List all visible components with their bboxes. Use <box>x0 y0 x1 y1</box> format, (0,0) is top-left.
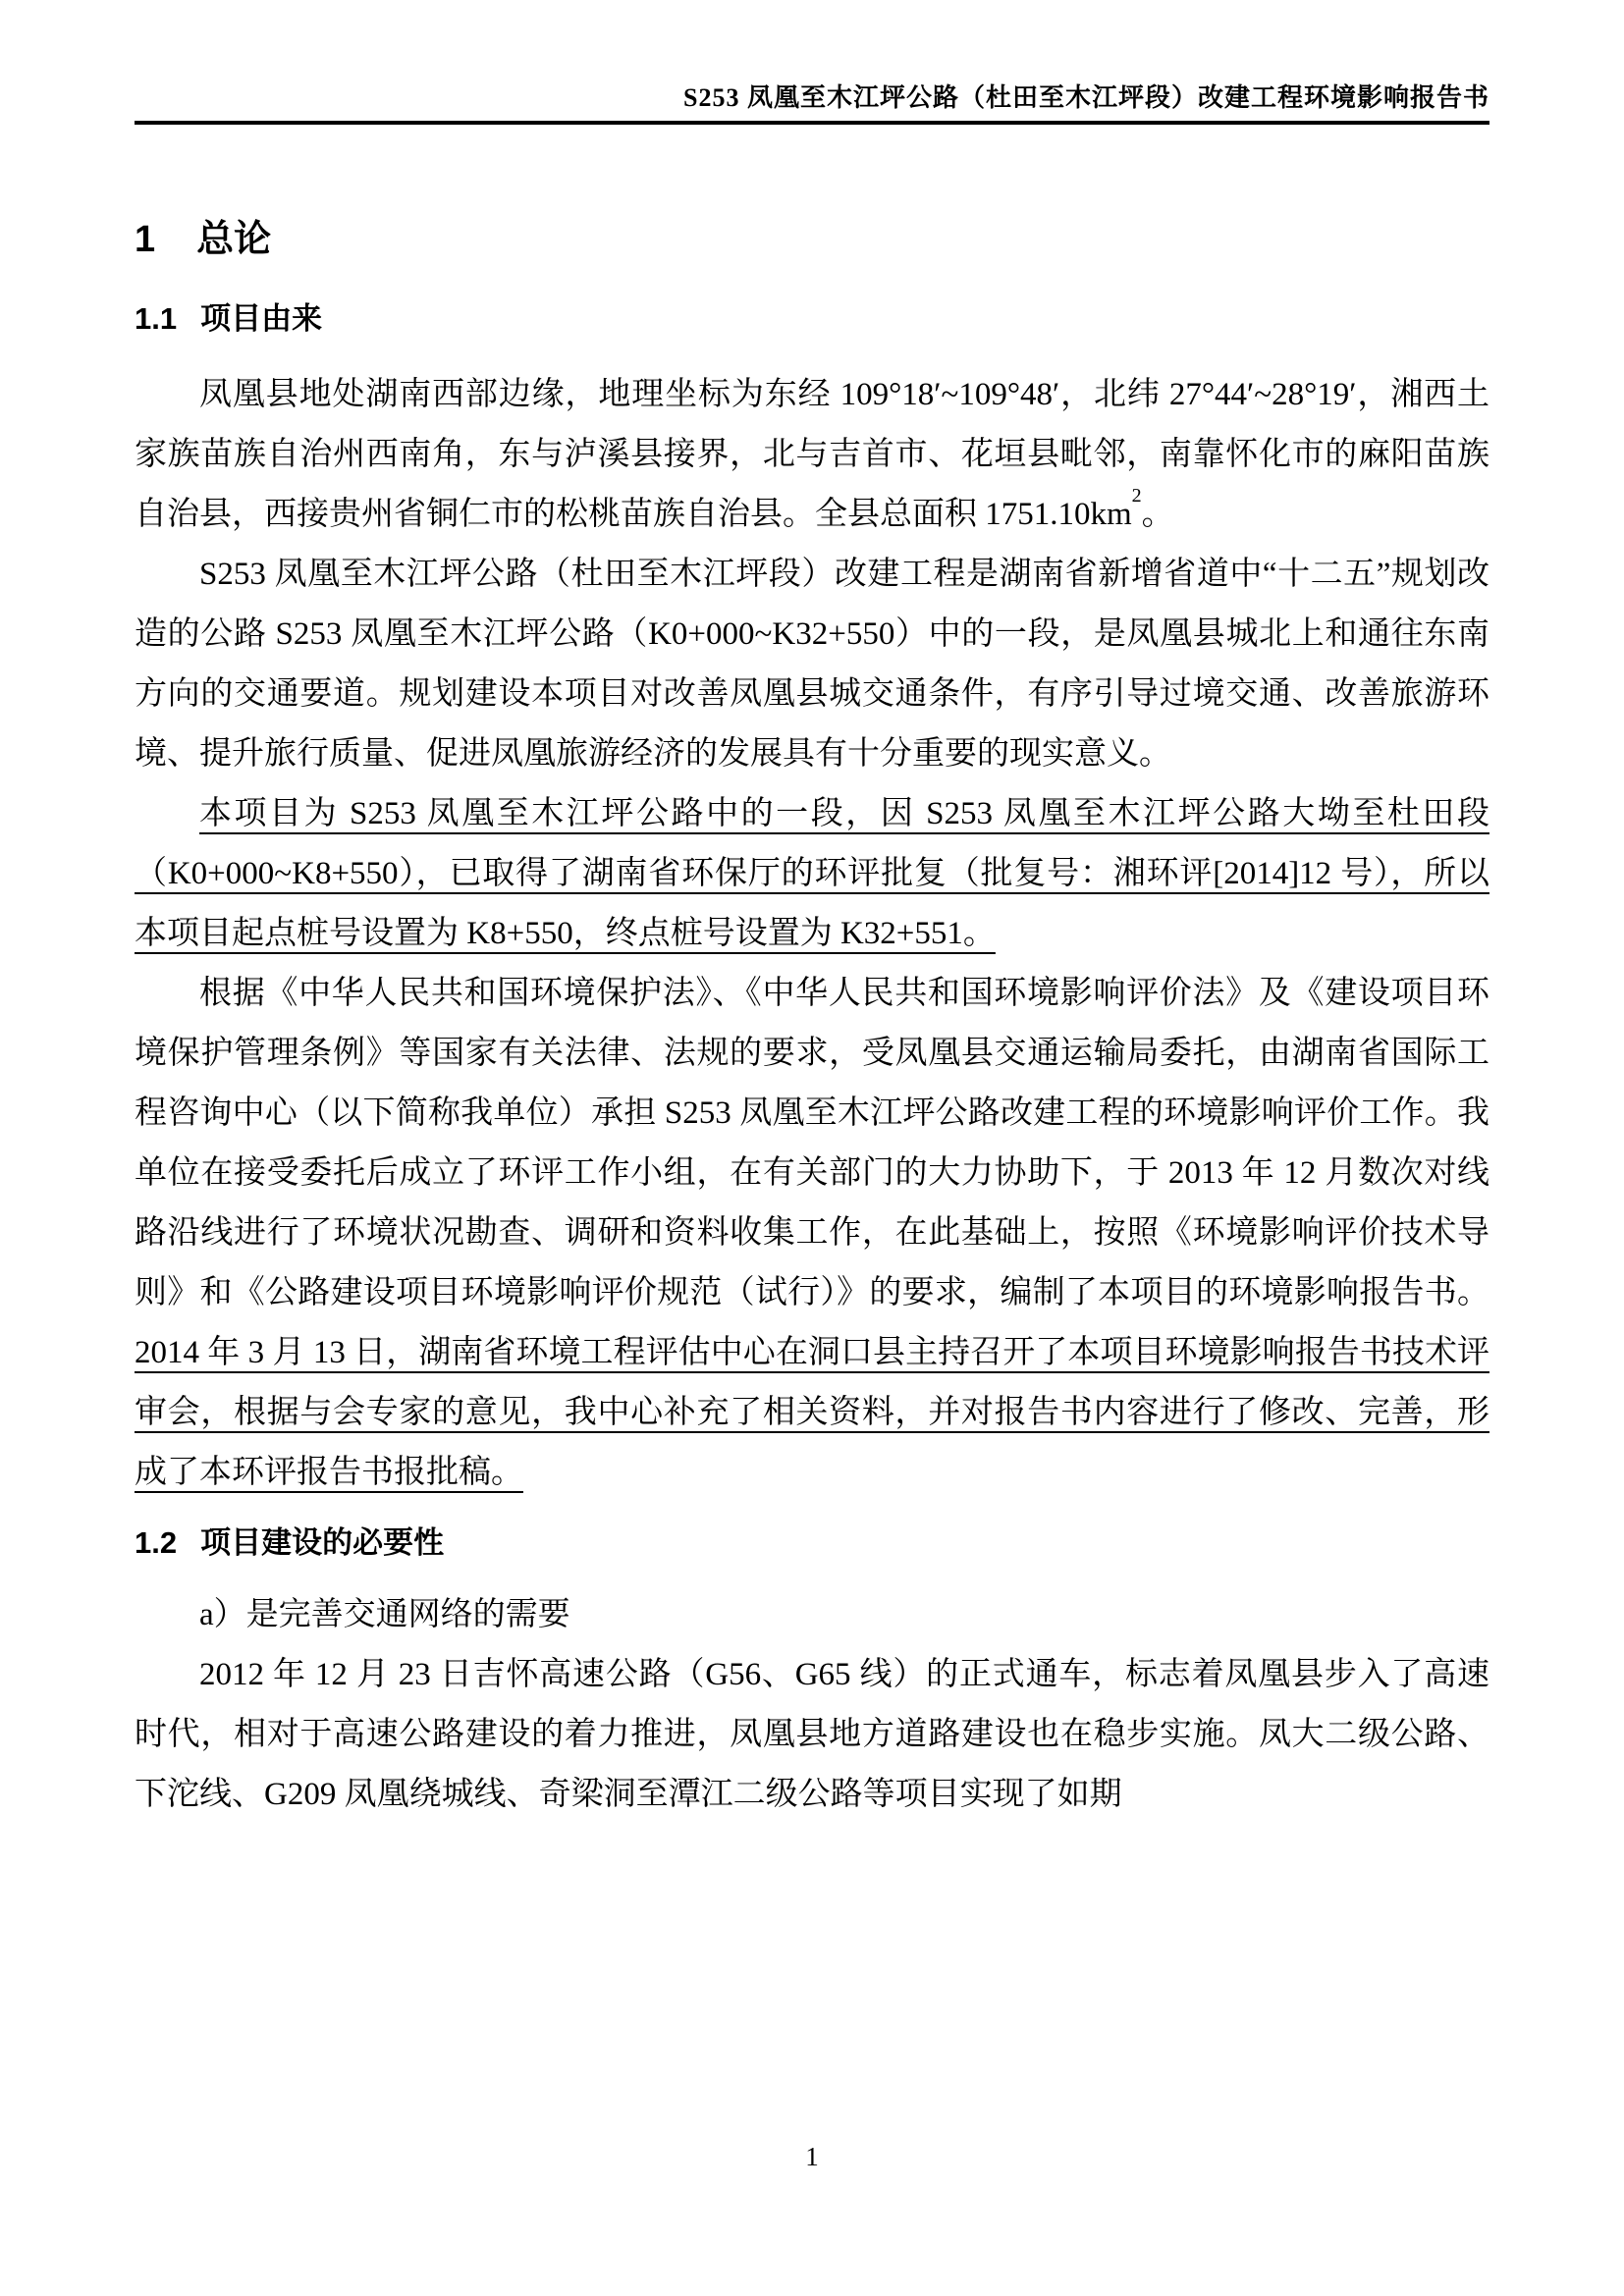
section-1-1-title: 项目由来 <box>200 301 323 336</box>
chapter-title: 总论 <box>196 219 272 260</box>
paragraph-traffic-network-text: 2012 年 12 月 23 日吉怀高速公路（G56、G65 线）的正式通车，标志着凤凰县步入了高速时代，相对于高速公路建设的着力推进，凤凰县地方道路建设也在稳步实施。凤大二级公路、下沱线、G209 凤凰绕城线、奇梁洞至潭江二级公路等项目实现了如期 <box>135 1657 1489 1812</box>
chapter-number: 1 <box>135 219 156 260</box>
paragraph-entrustment <box>135 964 1489 1503</box>
section-heading-1-2 <box>135 1524 1489 1562</box>
section-1-2-title: 项目建设的必要性 <box>200 1525 445 1560</box>
paragraph-project-segment-underlined-text: 本项目为 S253 凤凰至木江坪公路中的一段，因 S253 凤凰至木江坪公路大坳至杜田段（K0+000~K8+550），已取得了湖南省环保厅的环评批复（批复号：湘环评[2014]12 号），所以本项目起点桩号设置为 K8+550，终点桩号设置为 K32+551。 <box>135 796 1489 951</box>
page-footer <box>0 2140 1624 2173</box>
paragraph-location <box>135 365 1489 545</box>
paragraph-entrustment-text: 根据《中华人民共和国环境保护法》、《中华人民共和国环境影响评价法》及《建设项目环境保护管理条例》等国家有关法律、法规的要求，受凤凰县交通运输局委托，由湖南省国际工程咨询中心（以下简称我单位）承担 S253 凤凰至木江坪公路改建工程的环境影响评价工作。我单位在接受委托后成立了环评工作小组，在有关部门的大力协助下，于 2013 年 12 月数次对线路沿线进行了环境状况勘查、调研和资料收集工作，在此基础上，按照《环境影响评价技术导则》和《公路建设项目环境影响评价规范（试行）》的要求，编制了本项目的环境影响报告书。 <box>135 976 1489 1310</box>
paragraph-location-period: 。 <box>1141 497 1174 532</box>
section-heading-1-1 <box>135 300 1489 338</box>
chapter-heading <box>135 218 1489 261</box>
document-body <box>135 208 1489 1825</box>
paragraph-project-overview-text: S253 凤凰至木江坪公路（杜田至木江坪段）改建工程是湖南省新增省道中“十二五”规划改造的公路 S253 凤凰至木江坪公路（K0+000~K32+550）中的一段，是凤凰县城北上和通往东南方向的交通要道。规划建设本项目对改善凤凰县城交通条件，有序引导过境交通、改善旅游环境、提升旅行质量、促进凤凰旅游经济的发展具有十分重要的现实意义。 <box>135 557 1489 772</box>
section-1-2-number: 1.2 <box>135 1525 178 1560</box>
paragraph-project-overview <box>135 545 1489 784</box>
paragraph-location-text: 凤凰县地处湖南西部边缘，地理坐标为东经 109°18′~109°48′，北纬 27°44′~28°19′，湘西土家族苗族自治州西南角，东与泸溪县接界，北与吉首市、花垣县毗邻，南靠怀化市的麻阳苗族自治县，西接贵州省铜仁市的松桃苗族自治县。全县总面积 1751.10km <box>135 377 1489 532</box>
paragraph-traffic-network <box>135 1645 1489 1825</box>
document-header <box>135 82 1489 125</box>
header-title: S253 凤凰至木江坪公路（杜田至木江坪段）改建工程环境影响报告书 <box>683 83 1489 112</box>
list-item-a <box>135 1585 1489 1645</box>
page-number: 1 <box>805 2142 819 2171</box>
paragraph-entrustment-underlined-text: 2014 年 3 月 13 日，湖南省环境工程评估中心在洞口县主持召开了本项目环境影响报告书技术评审会，根据与会专家的意见，我中心补充了相关资料，并对报告书内容进行了修改、完善，形成了本环评报告书报批稿。 <box>135 1335 1489 1490</box>
header-divider <box>135 121 1489 125</box>
section-1-1-number: 1.1 <box>135 301 178 336</box>
list-item-a-text: a）是完善交通网络的需要 <box>199 1597 570 1632</box>
square-superscript: 2 <box>1131 485 1142 507</box>
paragraph-project-segment <box>135 784 1489 964</box>
